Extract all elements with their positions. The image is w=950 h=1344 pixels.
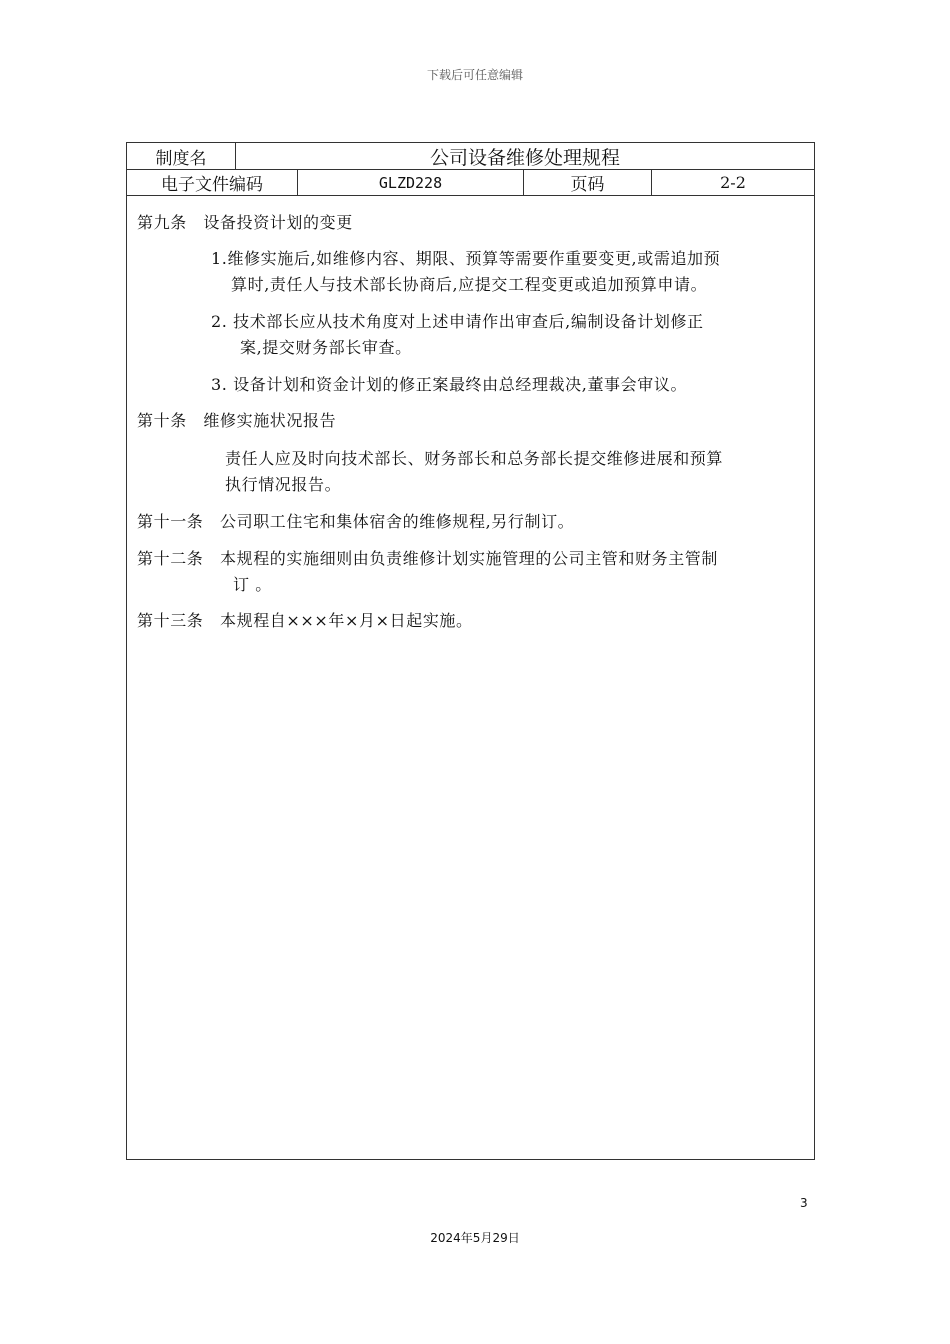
- article-10-heading: 第十条 维修实施状况报告: [137, 411, 337, 430]
- label-file-code: 电子文件编码: [161, 175, 263, 195]
- article-10-line-1: 责任人应及时向技术部长、财务部长和总务部长提交维修进展和预算: [225, 449, 724, 468]
- code-row: [127, 170, 814, 196]
- article-10-line-2: 执行情况报告。: [225, 475, 342, 494]
- title-row: [127, 143, 814, 170]
- article-12-line-1: 第十二条 本规程的实施细则由负责维修计划实施管理的公司主管和财务主管制: [137, 549, 719, 568]
- article-13: 第十三条 本规程自×××年×月×日起实施。: [137, 611, 473, 630]
- label-regulation-name: 制度名: [155, 148, 207, 169]
- header-note: 下载后可任意编辑: [426, 68, 523, 82]
- label-page: 页码: [523, 170, 651, 195]
- article-12-line-2: 订 。: [233, 575, 272, 594]
- regulation-title: 公司设备维修处理规程: [235, 143, 814, 169]
- article-9-item-1-line-1: 1.维修实施后,如维修内容、期限、预算等需要作重要变更,或需追加预: [211, 249, 721, 268]
- article-9-heading: 第九条 设备投资计划的变更: [137, 213, 353, 232]
- page-range: 2-2: [651, 170, 814, 195]
- page-number: 3: [800, 1196, 808, 1210]
- footer-date: 2024年5月29日: [430, 1231, 520, 1245]
- article-9-item-3: 3. 设备计划和资金计划的修正案最终由总经理裁决,董事会审议。: [211, 375, 688, 394]
- document-frame: [126, 142, 815, 1160]
- file-code: GLZD228: [297, 170, 523, 195]
- article-11: 第十一条 公司职工住宅和集体宿舍的维修规程,另行制订。: [137, 512, 575, 531]
- article-9-item-2-line-1: 2. 技术部长应从技术角度对上述申请作出审查后,编制设备计划修正: [211, 312, 704, 331]
- article-9-item-1-line-2: 算时,责任人与技术部长协商后,应提交工程变更或追加预算申请。: [231, 275, 708, 294]
- article-9-item-2-line-2: 案,提交财务部长审查。: [240, 338, 412, 357]
